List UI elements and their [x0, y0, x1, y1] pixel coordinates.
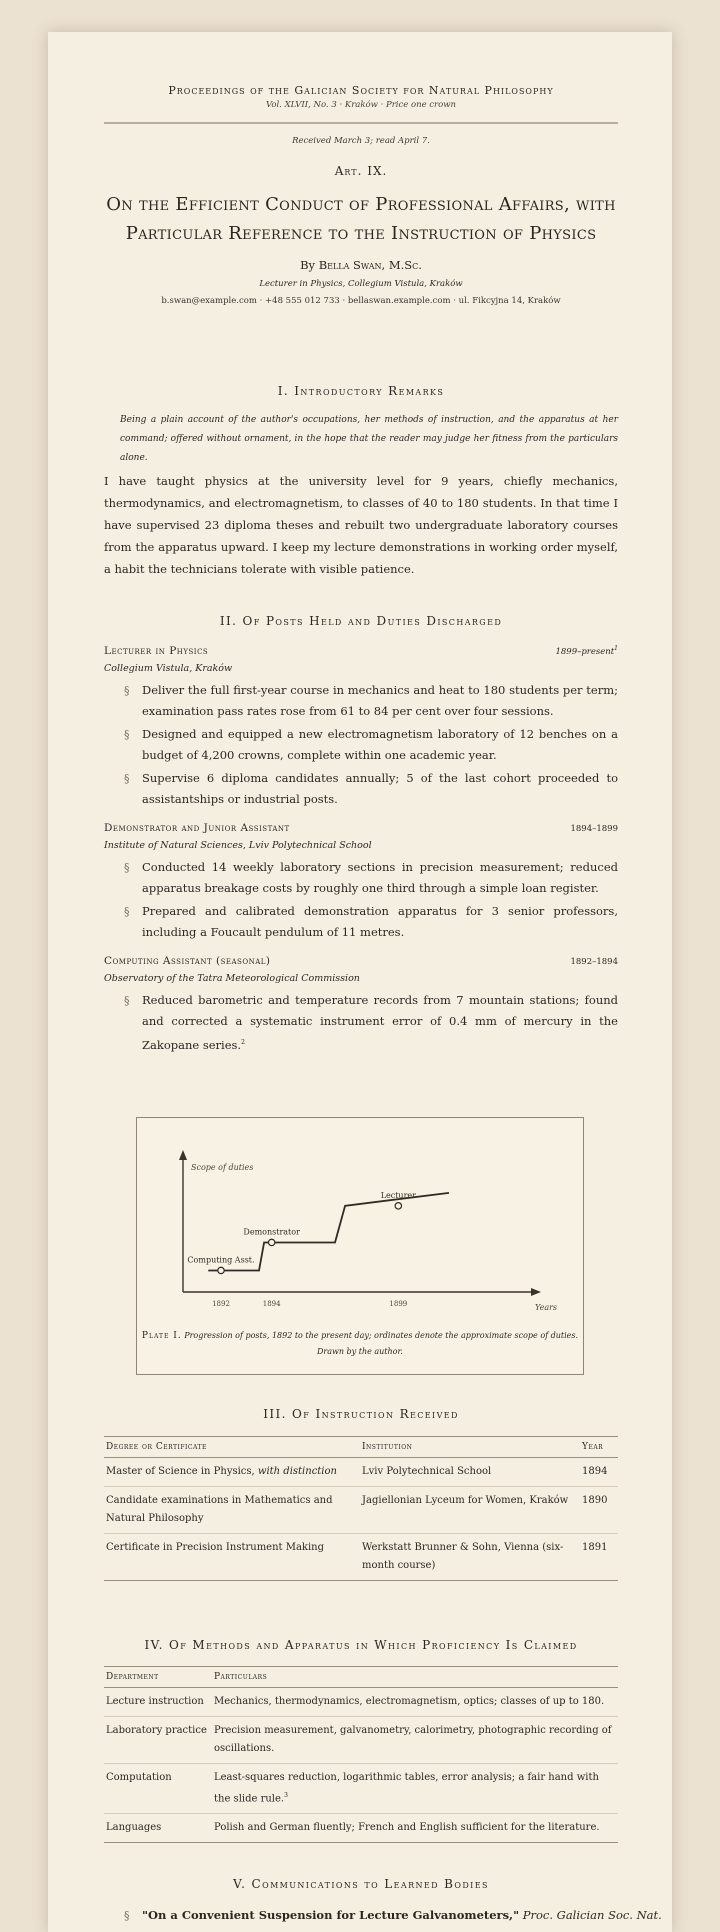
post-institution: Observatory of the Tatra Meteorological Commission [104, 973, 360, 984]
article-title: On the Efficient Conduct of Professional Affairs, with Particular Reference to the Instruction of Physics [106, 194, 616, 244]
section-instruction [104, 1407, 618, 1581]
institution-cell: Werkstatt Brunner & Sohn, Vienna (six-month course) [360, 1534, 580, 1581]
post-institution: Institute of Natural Sciences, Lviv Polytechnical School [104, 840, 372, 851]
post-dates: 1894–1899 [570, 824, 618, 834]
journal-name: Proceedings of the Galician Society for Natural Philosophy [168, 84, 554, 97]
post-entry [104, 822, 618, 943]
column-header: Institution [360, 1437, 580, 1458]
post-title: Lecturer in Physics [104, 645, 209, 657]
department-cell: Lecture instruction [104, 1688, 212, 1717]
duty-item: § Reduced barometric and temperature records from 7 mountain stations; found and corrected a systematic instrument error of 0.4 mm of mercury in the Zakopane series.$^2$ [124, 990, 618, 1056]
section-intro [104, 384, 618, 580]
x-axis-label: Years [535, 1303, 558, 1312]
x-tick-label: 1892 [212, 1300, 230, 1308]
plate-caption [137, 1328, 583, 1360]
career-chart [137, 1118, 583, 1318]
section-mark-icon: § [124, 994, 130, 1007]
communication-item [124, 1905, 662, 1926]
header-rule [104, 122, 618, 124]
table-row [104, 1534, 618, 1581]
duty-item: § Prepared and calibrated demonstration apparatus for 3 senior professors, including a Foucault pendulum of 11 metres. [124, 901, 618, 943]
author-name: Bella Swan, M.Sc. [318, 258, 422, 272]
year-cell: 1891 [580, 1534, 618, 1581]
section-methods [104, 1638, 618, 1843]
section-mark-icon: § [124, 728, 130, 741]
x-axis-arrow-icon [531, 1288, 541, 1296]
institution-cell: Lviv Polytechnical School [360, 1458, 580, 1487]
post-entry [104, 645, 618, 810]
paper-journal: Proc. Galician Soc. Nat. [522, 1908, 662, 1922]
footnote-marker: 1 [614, 645, 618, 653]
career-point [395, 1203, 401, 1209]
department-cell: Computation [104, 1764, 212, 1814]
intro-lead: Being a plain account of the author's occupations, her methods of instruction, and the apparatus at her command; offered without ornament, in the hope that the reader may judge her fitness from the particulars alone. [120, 415, 618, 463]
section-heading: III. Of Instruction Received [263, 1407, 459, 1421]
author-affiliation: Lecturer in Physics, Collegium Vistula, Kraków [259, 279, 463, 289]
post-entry [104, 955, 618, 1056]
post-title: Demonstrator and Junior Assistant [104, 822, 290, 834]
section-posts [104, 614, 618, 1058]
section-mark-icon: § [124, 772, 130, 785]
section-heading: I. Introductory Remarks [277, 384, 445, 398]
table-row [104, 1814, 618, 1843]
column-header: Degree or Certificate [104, 1437, 360, 1458]
department-cell: Languages [104, 1814, 212, 1843]
section-mark-icon: § [124, 684, 130, 697]
instruction-table [104, 1436, 618, 1581]
byline-by: By [300, 258, 316, 272]
table-row [104, 1764, 618, 1814]
intro-body: I have taught physics at the university level for 9 years, chiefly mechanics, thermodynamics, and electromagnetism, to classes of 40 to 180 students. In that time I have supervised 23 diploma theses and rebuilt two undergraduate laboratory courses from the apparatus upward. I keep my lecture demonstrations in working order myself, a habit the technicians tolerate with visible patience. [104, 474, 618, 576]
table-row [104, 1688, 618, 1717]
duty-item: § Deliver the full first-year course in mechanics and heat to 180 students per term; examination pass rates rose from 61 to 84 per cent over four sessions. [124, 680, 618, 722]
author-contact: b.swan@example.com · +48 555 012 733 · bellaswan.example.com · ul. Fikcyjna 14, Kraków [161, 296, 561, 306]
methods-table [104, 1666, 618, 1843]
year-cell: 1890 [580, 1487, 618, 1534]
section-mark-icon: § [124, 905, 130, 918]
post-title: Computing Assistant (seasonal) [104, 955, 271, 967]
post-dates: 1899–present$^1$ [555, 645, 618, 657]
point-label: Lecturer [380, 1190, 416, 1200]
point-label: Demonstrator [243, 1227, 300, 1237]
table-row [104, 1717, 618, 1764]
received-note: Received March 3; read April 7. [292, 136, 430, 146]
y-axis-label: Scope of duties [191, 1163, 254, 1172]
paper-title: "On a Convenient Suspension for Lecture Galvanometers," [142, 1908, 520, 1922]
duty-item: § Conducted 14 weekly laboratory sections in precision measurement; reduced apparatus breakage costs by roughly one third through a simple loan register. [124, 857, 618, 899]
section-mark-icon: § [124, 861, 130, 874]
y-axis-arrow-icon [179, 1150, 187, 1160]
section-heading: V. Communications to Learned Bodies [233, 1877, 489, 1891]
degree-cell: Certificate in Precision Instrument Making [104, 1534, 360, 1581]
article-number: Art. IX. [334, 164, 388, 178]
post-dates: 1892–1894 [570, 957, 618, 967]
table-row [104, 1487, 618, 1534]
year-cell: 1894 [580, 1458, 618, 1487]
section-mark-icon: § [124, 1909, 130, 1922]
byline [104, 258, 618, 272]
x-tick-label: 1899 [389, 1300, 408, 1308]
footnote-marker: 2 [241, 1039, 245, 1046]
point-label: Computing Asst. [187, 1255, 255, 1265]
section-communications [104, 1877, 662, 1928]
degree-cell: Candidate examinations in Mathematics and Natural Philosophy [104, 1487, 360, 1534]
document-page [48, 32, 672, 1932]
duty-item: § Designed and equipped a new electromagnetism laboratory of 12 benches on a budget of 4,200 crowns, complete within one academic year. [124, 724, 618, 766]
x-tick-label: 1894 [262, 1300, 281, 1308]
career-point [268, 1239, 274, 1245]
department-cell: Laboratory practice [104, 1717, 212, 1764]
section-heading: II. Of Posts Held and Duties Discharged [219, 614, 503, 628]
plate-label: Plate I. [141, 1331, 182, 1341]
plate-caption-text: Progression of posts, 1892 to the present day; ordinates denote the approximate scope of duties. Drawn by the author. [184, 1331, 579, 1356]
post-institution: Collegium Vistula, Kraków [104, 663, 233, 674]
column-header: Year [580, 1437, 618, 1458]
particulars-cell: Precision measurement, galvanometry, calorimetry, photographic recording of oscillations. [212, 1717, 618, 1764]
column-header: Particulars [212, 1667, 618, 1688]
particulars-cell: Mechanics, thermodynamics, electromagnetism, optics; classes of up to 180. [212, 1688, 618, 1717]
table-row [104, 1458, 618, 1487]
degree-cell: Master of Science in Physics, with distinction [104, 1458, 360, 1487]
column-header: Department [104, 1667, 212, 1688]
footnote-marker: 3 [284, 1792, 288, 1799]
career-point [218, 1267, 224, 1273]
section-heading: IV. Of Methods and Apparatus in Which Proficiency Is Claimed [144, 1638, 578, 1652]
particulars-cell: Least-squares reduction, logarithmic tables, error analysis; a fair hand with the slide rule.$^3$ [212, 1764, 618, 1814]
particulars-cell: Polish and German fluently; French and English sufficient for the literature. [212, 1814, 618, 1843]
duty-item: § Supervise 6 diploma candidates annually; 5 of the last cohort proceeded to assistantships or industrial posts. [124, 768, 618, 810]
plate-figure [136, 1117, 584, 1375]
journal-issue: Vol. XLVII, No. 3 · Kraków · Price one crown [265, 100, 456, 110]
institution-cell: Jagiellonian Lyceum for Women, Kraków [360, 1487, 580, 1534]
